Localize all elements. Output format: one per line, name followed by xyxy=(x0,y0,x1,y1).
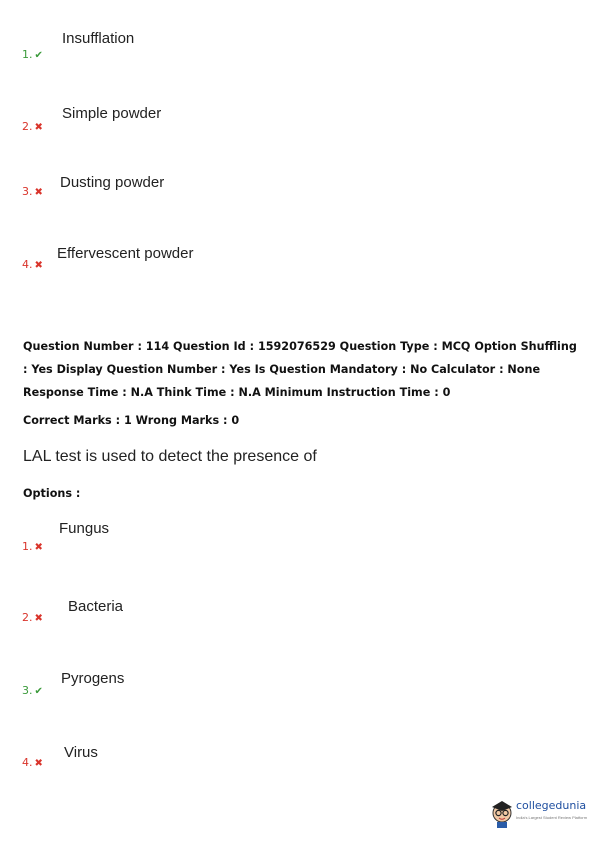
option-number: 1. ✔ xyxy=(22,48,43,61)
option-label: Effervescent powder xyxy=(57,245,194,262)
options-heading: Options : xyxy=(23,487,81,500)
mascot-icon xyxy=(489,796,515,830)
option-label: Insufflation xyxy=(62,30,135,47)
option-number: 3. ✔ xyxy=(22,684,43,697)
cross-icon: ✖ xyxy=(34,122,43,133)
question-text: LAL test is used to detect the presence of xyxy=(23,448,317,465)
option-number: 4. ✖ xyxy=(22,756,43,769)
option-number: 3. ✖ xyxy=(22,185,43,198)
logo-wordmark: collegedunia xyxy=(516,799,587,812)
option-number: 2. ✖ xyxy=(22,120,43,133)
cross-icon: ✖ xyxy=(34,613,43,624)
option-label: Virus xyxy=(64,744,98,761)
option-number: 2. ✖ xyxy=(22,611,43,624)
option-number: 4. ✖ xyxy=(22,258,43,271)
option-label: Pyrogens xyxy=(61,670,125,687)
question-metadata: Question Number : 114 Question Id : 1592076529 Question Type : MCQ Option Shuffling : Yes Display Question Number : Yes Is Question Mandatory : No Calculator : None Response Time : N.A Think Time : N.A Minimum Instruction Time : 0 xyxy=(23,340,577,399)
cross-icon: ✖ xyxy=(34,187,43,198)
cross-icon: ✖ xyxy=(34,260,43,271)
check-icon: ✔ xyxy=(34,686,43,697)
collegedunia-logo xyxy=(489,796,589,830)
question-marks: Correct Marks : 1 Wrong Marks : 0 xyxy=(23,414,240,427)
option-label: Simple powder xyxy=(62,105,162,122)
cross-icon: ✖ xyxy=(34,758,43,769)
option-label: Dusting powder xyxy=(60,174,165,191)
option-number: 1. ✖ xyxy=(22,540,43,553)
logo-tagline: India's Largest Student Review Platform xyxy=(516,815,588,820)
cross-icon: ✖ xyxy=(34,542,43,553)
check-icon: ✔ xyxy=(34,50,43,61)
option-label: Fungus xyxy=(59,520,110,537)
option-label: Bacteria xyxy=(68,598,124,615)
